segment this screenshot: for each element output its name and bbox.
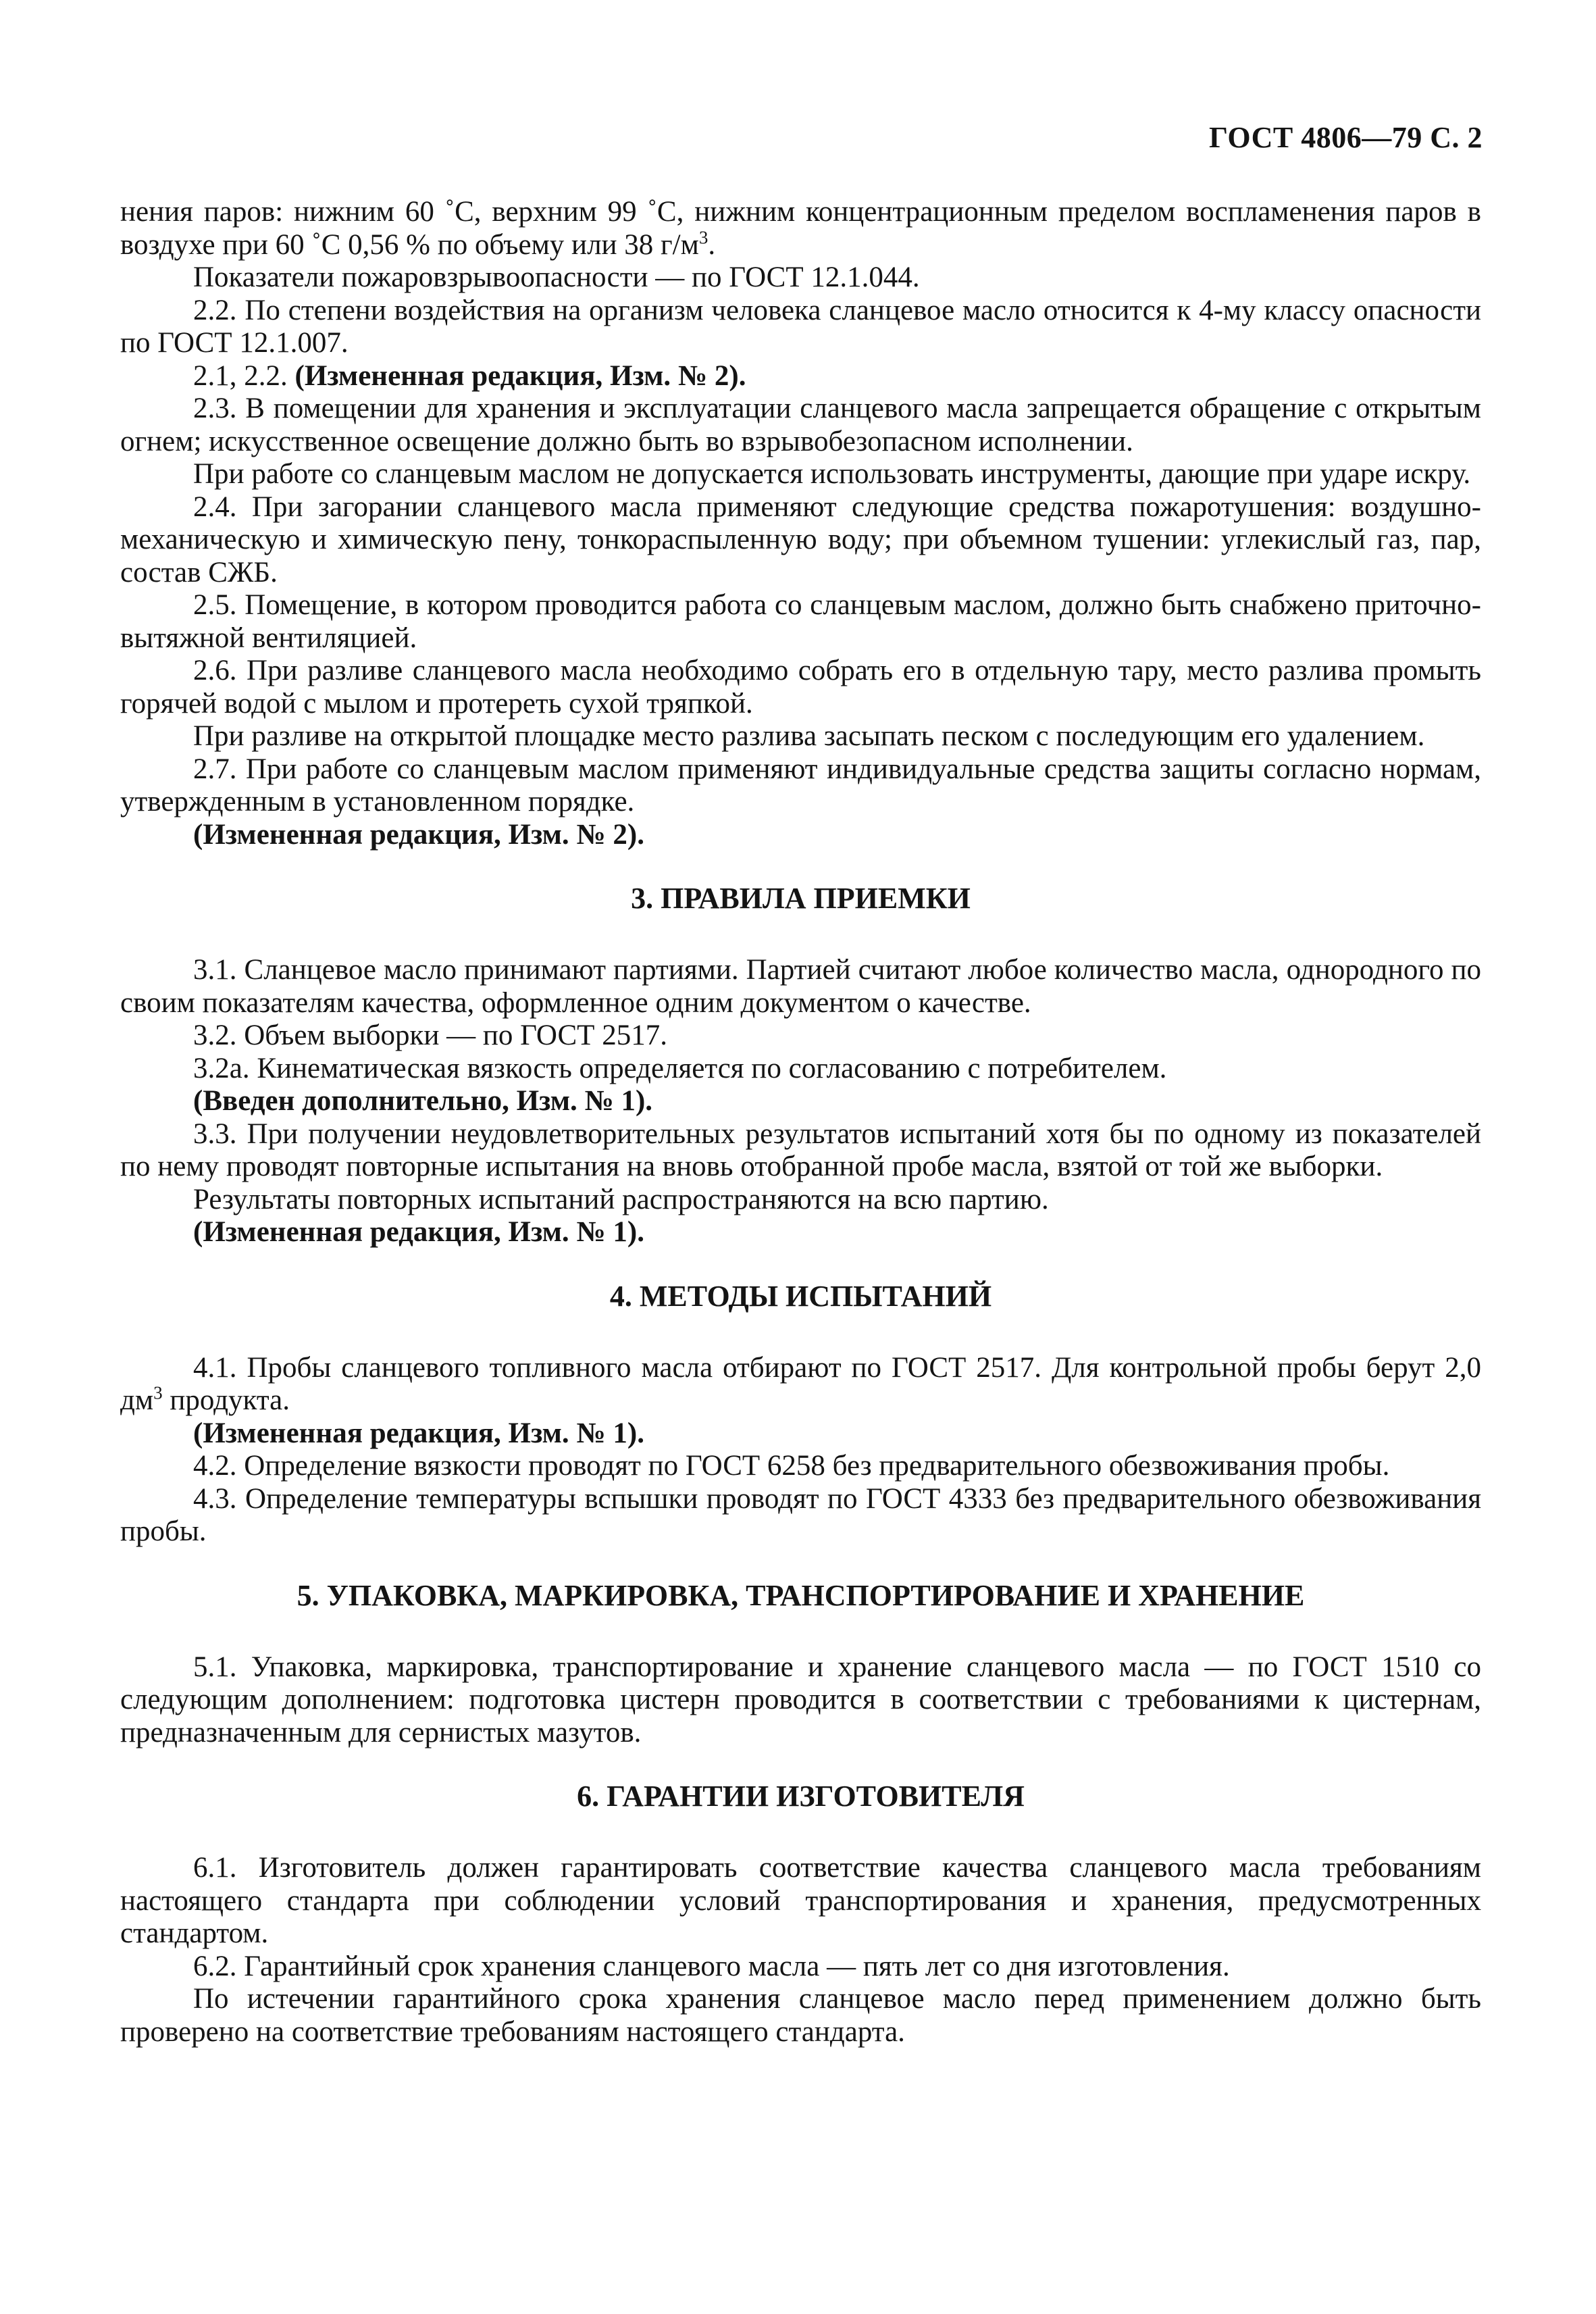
paragraph-2-5: 2.5. Помещение, в котором проводится работа со сланцевым маслом, должно быть снабжено приточно-вытяжной вентиляцией. xyxy=(120,589,1481,654)
paragraph-4-1 xyxy=(120,1352,1481,1417)
text: . xyxy=(708,228,716,261)
paragraph: Результаты повторных испытаний распространяются на всю партию. xyxy=(193,1183,1049,1215)
amendment-note xyxy=(120,360,1481,393)
amendment-note: (Измененная редакция, Изм. № 1). xyxy=(193,1216,644,1248)
paragraph-2-4: 2.4. При загорании сланцевого масла применяют следующие средства пожаротушения: воздушно-механическую и химическую пену, тонкораспыленную воду; при объемном тушении: углекислый газ, пар, состав СЖБ. xyxy=(120,491,1481,588)
superscript: 3 xyxy=(153,1382,163,1403)
paragraph-3-1: 3.1. Сланцевое масло принимают партиями. Партией считают любое количество масла, однородного по своим показателям качества, оформленное одним документом о качестве. xyxy=(120,954,1481,1019)
paragraph: По истечении гарантийного срока хранения сланцевое масло перед применением должно быть проверено на соответствие требованиям настоящего стандарта. xyxy=(120,1983,1481,2048)
paragraph-5-1: 5.1. Упаковка, маркировка, транспортирование и хранение сланцевого масла — по ГОСТ 1510 со следующим дополнением: подготовка цистерн проводится в соответствии с требованиями к цистернам, предназначенным для сернистых мазутов. xyxy=(120,1651,1481,1749)
paragraph-3-2: 3.2. Объем выборки — по ГОСТ 2517. xyxy=(193,1020,667,1051)
paragraph-2-2: 2.2. По степени воздействия на организм человека сланцевое масло относится к 4-му классу опасности по ГОСТ 12.1.007. xyxy=(120,294,1481,359)
paragraph-6-1: 6.1. Изготовитель должен гарантировать соответствие качества сланцевого масла требованиям настоящего стандарта при соблюдении условий транспортирования и хранения, предусмотренных стандартом. xyxy=(120,1852,1481,1949)
paragraph: Показатели пожаровзрывоопасности — по ГОСТ 12.1.044. xyxy=(193,261,920,293)
section-heading-4: 4. МЕТОДЫ ИСПЫТАНИЙ xyxy=(609,1279,992,1313)
paragraph: При работе со сланцевым маслом не допускается использовать инструменты, дающие при ударе искру. xyxy=(193,458,1471,490)
paragraph-2-7: 2.7. При работе со сланцевым маслом применяют индивидуальные средства защиты согласно нормам, утвержденным в установленном порядке. xyxy=(120,753,1481,818)
paragraph-2-6: 2.6. При разливе сланцевого масла необходимо собрать его в отдельную тару, место разлива промыть горячей водой с мылом и протереть сухой тряпкой. xyxy=(120,655,1481,720)
amendment-note: (Измененная редакция, Изм. № 2). xyxy=(193,818,644,851)
page-header: ГОСТ 4806—79 С. 2 xyxy=(1208,121,1483,154)
paragraph-6-2: 6.2. Гарантийный срок хранения сланцевого масла — пять лет со дня изготовления. xyxy=(193,1950,1230,1982)
paragraph-4-2: 4.2. Определение вязкости проводят по ГОСТ 6258 без предварительного обезвоживания пробы. xyxy=(193,1450,1390,1482)
paragraph-2-1-end xyxy=(120,196,1481,261)
amendment-note: (Измененная редакция, Изм. № 1). xyxy=(193,1417,644,1449)
amendment-bold: (Измененная редакция, Изм. № 2). xyxy=(294,359,746,392)
section-heading-6: 6. ГАРАНТИИ ИЗГОТОВИТЕЛЯ xyxy=(577,1780,1025,1813)
document-body xyxy=(120,196,1481,2048)
superscript: 3 xyxy=(698,227,709,248)
paragraph-4-3: 4.3. Определение температуры вспышки проводят по ГОСТ 4333 без предварительного обезвоживания пробы. xyxy=(120,1482,1481,1547)
amendment-note: (Введен дополнительно, Изм. № 1). xyxy=(193,1085,653,1117)
paragraph-3-3: 3.3. При получении неудовлетворительных результатов испытаний хотя бы по одному из показателей по нему проводят повторные испытания на вновь отобранной пробе масла, взятой от той же выборки. xyxy=(120,1117,1481,1182)
paragraph-3-2a: 3.2а. Кинематическая вязкость определяется по согласованию с потребителем. xyxy=(193,1052,1167,1084)
paragraph-2-3: 2.3. В помещении для хранения и эксплуатации сланцевого масла запрещается обращение с открытым огнем; искусственное освещение должно быть во взрывобезопасном исполнении. xyxy=(120,393,1481,457)
text: 2.1, 2.2. xyxy=(193,359,295,392)
section-heading-5: 5. УПАКОВКА, МАРКИРОВКА, ТРАНСПОРТИРОВАНИЕ И ХРАНЕНИЕ xyxy=(297,1578,1305,1612)
section-heading-3: 3. ПРАВИЛА ПРИЕМКИ xyxy=(631,882,971,915)
text: 4.1. Пробы сланцевого топливного масла отбирают по ГОСТ 2517. Для контрольной пробы берут 2,0 дм xyxy=(120,1351,1481,1416)
paragraph: При разливе на открытой площадке место разлива засыпать песком с последующим его удалением. xyxy=(193,720,1425,752)
text: продукта. xyxy=(162,1384,290,1416)
text: нения паров: нижним 60 ˚С, верхним 99 ˚С, нижним концентрационным пределом воспламенения паров в воздухе при 60 ˚С 0,56 % по объему или 38 г/м xyxy=(120,196,1481,261)
